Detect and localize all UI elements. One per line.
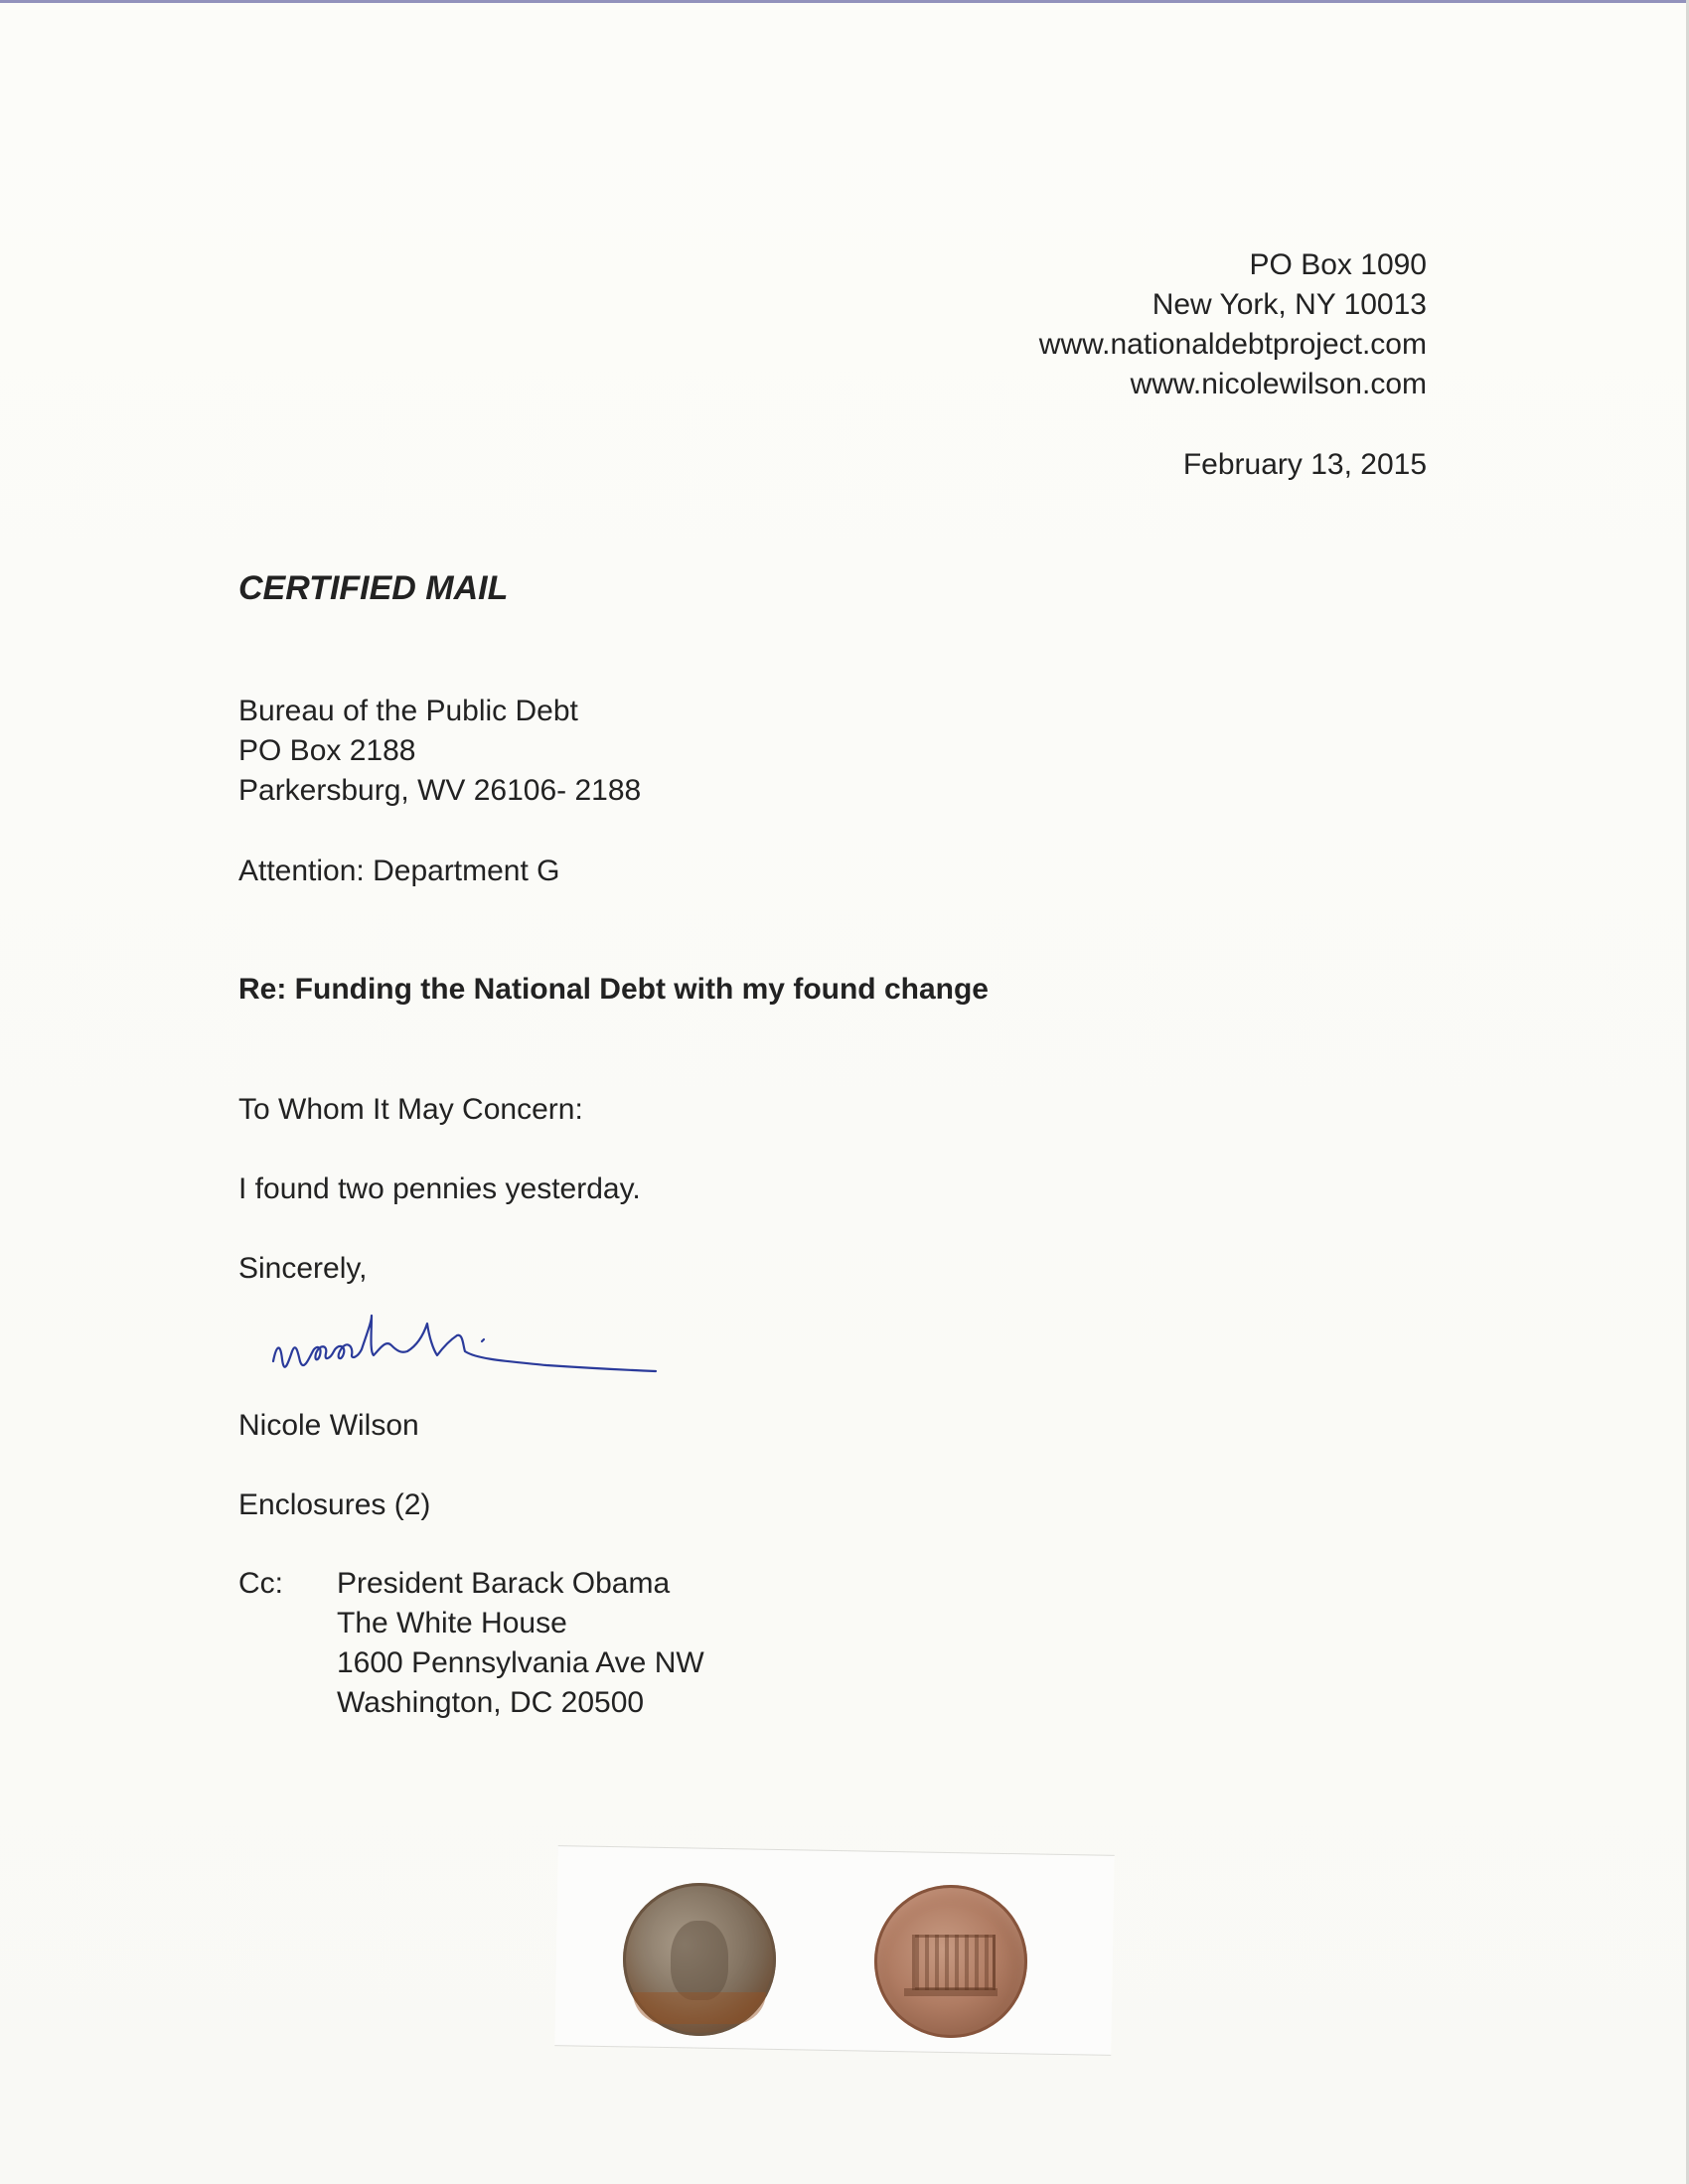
lincoln-memorial xyxy=(912,1935,996,1990)
handwritten-signature xyxy=(268,1302,666,1421)
recipient-address-line: Parkersburg, WV 26106- 2188 xyxy=(238,774,642,807)
cc-line: Washington, DC 20500 xyxy=(337,1686,645,1719)
attention-line: Attention: Department G xyxy=(238,855,560,887)
cc-line: The White House xyxy=(337,1607,567,1639)
recipient-address-line: Bureau of the Public Debt xyxy=(238,695,578,727)
closing: Sincerely, xyxy=(238,1252,368,1285)
cc-line: 1600 Pennsylvania Ave NW xyxy=(337,1646,704,1679)
cc-recipient xyxy=(337,1564,704,1723)
certified-mail-label: CERTIFIED MAIL xyxy=(238,569,509,607)
signer-name: Nicole Wilson xyxy=(238,1409,419,1442)
sender-address-line: New York, NY 10013 xyxy=(1152,288,1427,321)
cc-line: President Barack Obama xyxy=(337,1567,671,1600)
coin-tarnish xyxy=(633,1992,766,2024)
subject-line: Re: Funding the National Debt with my found change xyxy=(238,973,989,1006)
lincoln-profile xyxy=(671,1921,728,2000)
sender-address xyxy=(1039,245,1427,404)
scan-edge xyxy=(0,0,1689,3)
cc-label: Cc: xyxy=(238,1567,283,1600)
salutation: To Whom It May Concern: xyxy=(238,1093,583,1126)
sender-website: www.nationaldebtproject.com xyxy=(1038,328,1427,361)
penny-reverse xyxy=(874,1885,1027,2038)
recipient-address-line: PO Box 2188 xyxy=(238,734,416,767)
penny-obverse xyxy=(623,1883,776,2036)
sender-website: www.nicolewilson.com xyxy=(1130,368,1427,400)
recipient-address xyxy=(238,692,641,811)
sender-address-line: PO Box 1090 xyxy=(1249,248,1427,281)
enclosures-line: Enclosures (2) xyxy=(238,1488,431,1521)
letter-body: I found two pennies yesterday. xyxy=(238,1172,641,1205)
letter-date: February 13, 2015 xyxy=(1182,448,1427,481)
memorial-steps xyxy=(904,1988,998,1996)
